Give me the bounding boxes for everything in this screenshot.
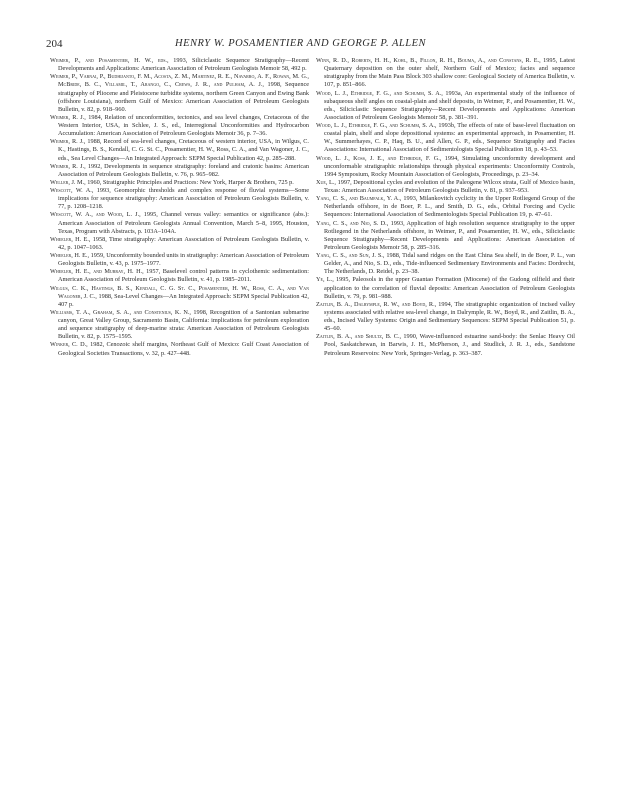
reference-authors: Wood, L. J., Ethridge, F. G., and Schumm, S. A., <box>316 89 443 97</box>
reference-text: 1960, Stratigraphic Principles and Practices: New York, Harper & Brothers, 725 p. <box>85 178 294 186</box>
reference-authors: Williams, T. A., Graham, S. A., and Constenius, K. N., <box>50 308 191 316</box>
reference-text: 1994, The stratigraphic organization of incised valley systems associated with relative sea-level change, in Dalrymple, R. W., Boyd, R., and Zaitlin, B. A., eds., Incised Valley Systems: Origin and Sedimentary Sequences: SEPM Special Publication 51, p. 45–60. <box>324 300 575 333</box>
reference-entry <box>50 73 309 114</box>
reference-entry <box>50 341 309 357</box>
reference-text: 1997, Depositional cycles and evolution of the Paleogene Wilcox strata, Gulf of Mexico basin, Texas: American Association of Petroleum Geologists Bulletin, v. 81, p. 937–953. <box>324 178 575 194</box>
reference-authors: Zaitlin, B. A., and Shultz, B. C., <box>316 333 402 341</box>
reference-entry <box>50 114 309 138</box>
reference-authors: Weimer, R. J., <box>50 113 86 121</box>
reference-entry <box>316 195 575 219</box>
reference-entry <box>50 309 309 342</box>
reference-authors: Wood, L. J., Koss, J. E., and Ethridge, F. G., <box>316 154 442 162</box>
reference-entry <box>50 252 309 268</box>
reference-text: 1993, Geomorphic thresholds and complex response of fluvial systems—Some implications for sequence stratigraphy: American Association of Petroleum Geologists Bulletin, v. 77, p. 1208–1218. <box>58 187 309 211</box>
reference-authors: Zaitlin, B. A., Dalrymple, R. W., and Boyd, R., <box>316 300 437 308</box>
reference-text: 1957, Baselevel control patterns in cyclothemic sedimentation: American Association of Petroleum Geologists Bulletin, v. 41, p. 1985–2011. <box>58 268 309 284</box>
reference-entry <box>50 163 309 179</box>
reference-text: 1990, Wave-influenced estuarine sand-body: the Senlac Heavy Oil Pool, Saskatchewan, in Barwis, J. H., McPherson, J., and Studlick, J. R. J., eds., Sandstone Petroleum Reservoirs: New York, Springer-Verlag, p. 363–387. <box>324 333 576 357</box>
reference-authors: Wheeler, H. E., <box>50 235 91 243</box>
reference-text: 1993, Siliciclastic Sequence Stratigraphy—Recent Developments and Applications: American Association of Petroleum Geologists Memoir 58, 492 p. <box>58 57 310 73</box>
reference-entry <box>316 90 575 123</box>
reference-text: 1992, Developments in sequence stratigraphy: foreland and cratonic basins: American Association of Petroleum Geologists Bulletin, v. 76, p. 965–982. <box>58 162 309 178</box>
reference-entry <box>50 57 309 73</box>
reference-column-right <box>316 57 575 358</box>
reference-text: 1993b, The effects of rate of base-level fluctuation on coastal plain, shelf and slope depositional systems: an experimental approach, in Posamentier, H. W., Summerhayes, C. P., Haq, B. U., and Allen, G. P., eds., Sequence Stratigraphy and Facies Associations: International Association of Sedimentologists Special Publication 18, p. 43–53. <box>324 122 575 154</box>
reference-text: 1995, Paleosols in the upper Guantao Formation (Miocene) of the Gudong oilfield and their application to the correlation of fluvial deposits: American Association of Petroleum Geologists Bulletin, v. 79, p. 981–988. <box>324 276 576 300</box>
reference-entry <box>50 268 309 284</box>
reference-entry <box>50 236 309 252</box>
reference-text: 1993a, An experimental study of the influence of subaqueous shelf angles on coastal-plain and shelf deposits, in Weimer, P., and Posamentier, H. W., eds., Siliciclastic Sequence Stratigraphy—Recent Developments and Applications: American Association of Petroleum Geologists Memoir 58, p. 381–391. <box>324 89 575 121</box>
reference-text: 1993, Application of high resolution sequence stratigraphy to the upper Rotliegend in the Netherlands offshore, in Weimer, P., and Posamentier, H. W., eds., Siliciclastic Sequence Stratigraphy—Recent Developments and Applications: American Association of Petroleum Geologists Memoir 58, p. 285–316. <box>324 219 575 251</box>
reference-entry <box>316 252 575 276</box>
reference-authors: Wheeler, H. E., and Murray, H. H., <box>50 268 144 276</box>
reference-text: 1988, Tidal sand ridges on the East China Sea shelf, in de Boer, P. L., van Gelder, A., and Nio, S. D., eds., Tide-influenced Sedimentary Environments and Facies: Dordrecht, The Netherlands, D. Reidel, p. 23–38. <box>324 252 576 276</box>
reference-entry <box>316 122 575 155</box>
reference-authors: Weimer, P., and Posamentier, H. W., eds., <box>50 57 169 64</box>
reference-authors: Wilgus, C. K., Hastings, B. S., Kendall, C. G. St. C., Posamentier, H. W., Ross, C. A., and Van Wagoner, J. C., <box>50 284 309 300</box>
reference-text: 1959, Unconformity bounded units in stratigraphy: American Association of Petroleum Geologists Bulletin, v. 43, p. 1975–1977. <box>58 252 309 268</box>
reference-authors: Wood, L. J., Ethridge, F. G., and Schumm, S. A., <box>316 122 437 129</box>
reference-entry <box>50 211 309 235</box>
reference-authors: Weller, J. M., <box>50 178 86 186</box>
reference-entry <box>50 187 309 211</box>
reference-authors: Wescott, W. A., and Wood, L. J., <box>50 211 141 219</box>
reference-authors: Weimer, P., Varnai, P., Budhijanto, F. M., Acosta, Z. M., Martinez, R. E., Navarro, A. F., Rowan, M. G., McBride, B. C., Villamil, T., Arango, C., Crews, J. R., and Pulham, A. J., <box>50 73 309 89</box>
reference-text: 1993, Milankovitch cyclicity in the Upper Rotliegend Group of the Netherlands offshore, in de Boer, P. L., and Smith, D. G., eds., Orbital Forcing and Cyclic Sequences: International Association of Sedimentologists Special Publication 19, p. 47–61. <box>324 195 575 219</box>
reference-entry <box>316 155 575 179</box>
reference-text: 1994, Simulating unconformity development and unconformable stratigraphic relationships through physical experiments: Unconformity Controls, 1994 Symposium, Rocky Mountain Association of Geologists, Proceedings, p. 23–34. <box>324 154 575 178</box>
reference-entry <box>316 57 575 90</box>
reference-entry <box>50 285 309 309</box>
reference-authors: Weimer, R. J., <box>50 162 86 170</box>
reference-entry <box>316 179 575 195</box>
reference-authors: Ye, L., <box>316 276 334 284</box>
reference-text: 1988, Sea-Level Changes—An Integrated Approach: SEPM Special Publication 42, 407 p. <box>58 292 309 308</box>
reference-authors: Wheeler, H. E., <box>50 252 90 259</box>
reference-column-left <box>50 57 309 358</box>
reference-authors: Weimer, R. J., <box>50 138 86 146</box>
reference-text: 1958, Time stratigraphy: American Association of Petroleum Geologists Bulletin, v. 42, p. 1047–1063. <box>58 235 310 251</box>
reference-text: 1998, Sequence stratigraphy of Pliocene and Pleistocene turbidite systems, northern Green Canyon and Ewing Bank (offshore Louisiana), northern Gulf of Mexico: American Association of Petroleum Geologists Bulletin, v. 82, p. 918–960. <box>58 81 309 113</box>
reference-entry <box>316 220 575 253</box>
reference-authors: Yang, C. S., and Nio, S. D., <box>316 219 389 227</box>
reference-authors: Xue, L., <box>316 178 336 186</box>
reference-authors: Wescott, W. A., <box>50 187 94 194</box>
reference-text: 1988, Record of sea-level changes, Cretaceous of western interior, USA, in Wilgus, C. K., Hastings, B. S., Kendall, C. G. St. C., Posamentier, H. W., Ross, C. A., and Van Wagoner, J. C., eds., Sea Level Changes—An Integrated Approach: SEPM Special Publication 42, p. 285–288. <box>58 138 309 162</box>
reference-authors: Yang, C. S., and Baumfalk, Y. A., <box>316 195 402 203</box>
reference-authors: Yang, C. S., and Sun, J. S., <box>316 252 385 259</box>
reference-entry <box>316 333 575 357</box>
reference-text: 1995, Channel versus valley: semantics or significance (abs.): American Association of Petroleum Geologists Annual Convention, March 5–8, 1995, Houston, Texas, Program with Abstracts, p. 103A–104A. <box>58 211 309 235</box>
reference-authors: Winn, R. D., Roberts, H. H., Kohl, B., Fillon, R. H., Bouma, A., and Constans, R. E., <box>316 57 541 64</box>
running-head: HENRY W. POSAMENTIER AND GEORGE P. ALLEN <box>175 38 427 49</box>
reference-entry <box>316 276 575 300</box>
page-number: 204 <box>46 38 63 50</box>
reference-entry <box>50 138 309 162</box>
reference-text: 1984, Relation of unconformities, tectonics, and sea level changes, Cretaceous of the Western Interior, USA, in Schlee, J. S., ed., Interregional Unconformities and Hydrocarbon Accumulation: American Association of Petroleum Geologists Memoir 36, p. 7–36. <box>58 113 309 138</box>
reference-entry <box>316 301 575 334</box>
reference-text: 1998, Recognition of a Santonian submarine canyon, Great Valley Group, Sacramento Basin, California: implications for petroleum exploration and sequence stratigraphy of deep-marine strata: American Association of Petroleum Geologists Bulletin, v. 82, p. 1575–1595. <box>58 308 309 341</box>
reference-authors: Winker, C. D., <box>50 341 88 349</box>
reference-text: 1995, Latest Quaternary deposition on the outer shelf, Northern Gulf of Mexico; facies and sequence stratigraphy from the Main Pass Block 303 shallow core: Geological Society of America Bulletin, v. 107, p. 851–866. <box>324 57 575 89</box>
reference-entry <box>50 179 309 187</box>
reference-text: 1982, Cenozoic shelf margins, Northeast Gulf of Mexico: Gulf Coast Association of Geological Societies Transactions, v. 32, p. 427–448. <box>58 341 309 357</box>
